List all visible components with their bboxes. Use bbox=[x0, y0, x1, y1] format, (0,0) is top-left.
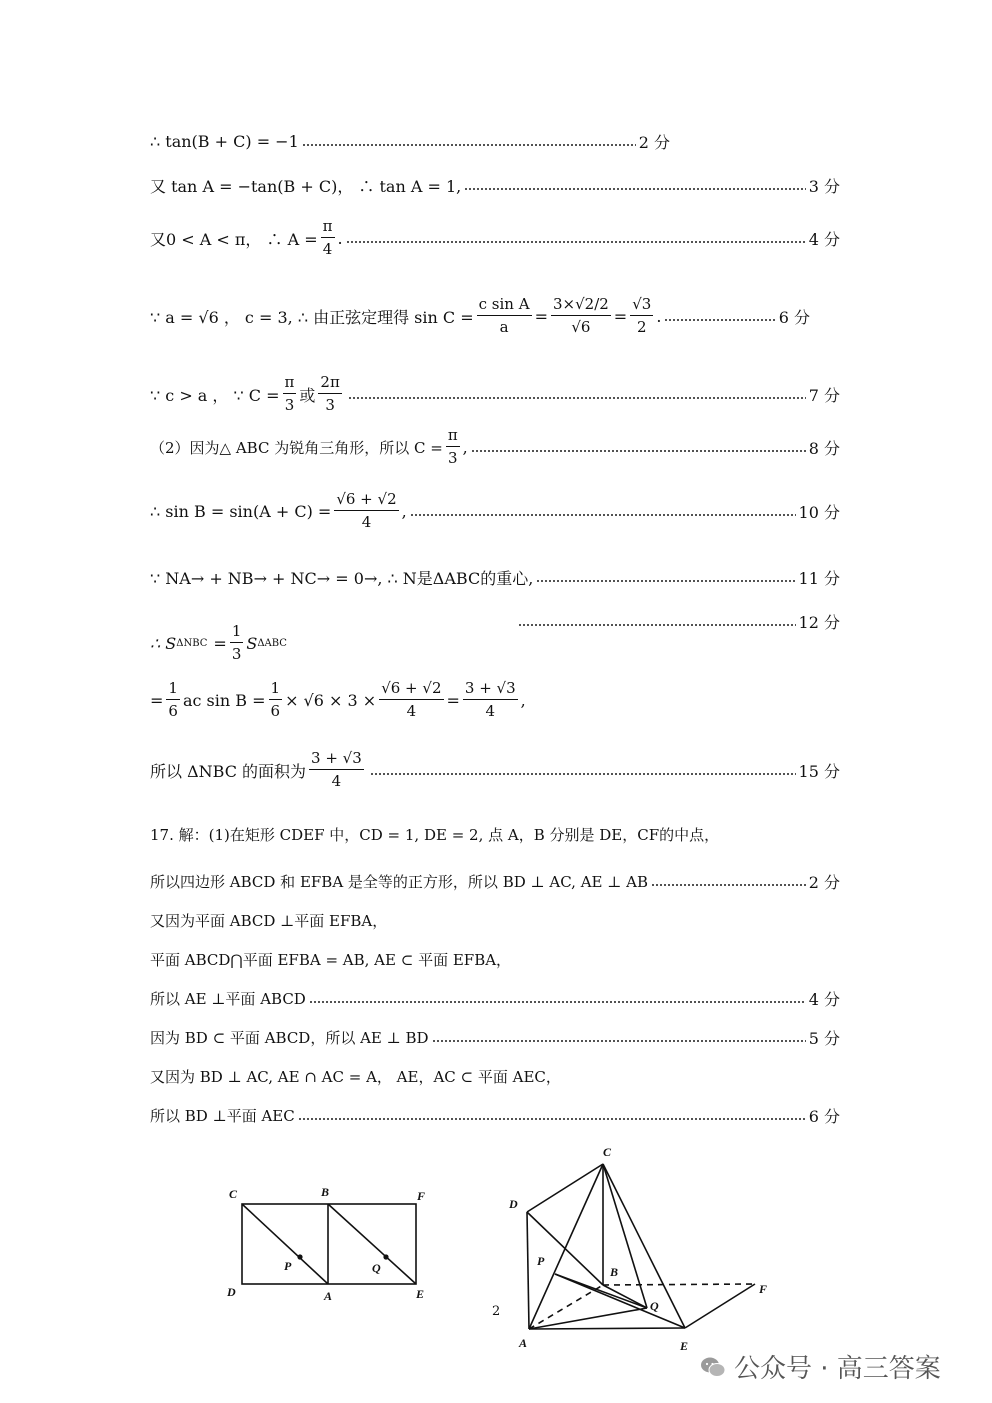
label-c: C bbox=[603, 1145, 612, 1159]
leader-dots bbox=[464, 188, 805, 190]
fraction: $\frac{\pi}{3}$ bbox=[447, 425, 458, 467]
fraction: $\frac{\pi}{4}$ bbox=[322, 216, 333, 258]
solution-line-9 bbox=[515, 610, 840, 632]
fraction: $\frac{1}{6}$ bbox=[270, 678, 281, 720]
label-b: B bbox=[321, 1185, 330, 1199]
score-label: 10 分 bbox=[798, 502, 840, 522]
solution-line-7: ∴ sin B = sin(A + C) = $\frac{√6 + √2}{4}$ , 10 分 bbox=[150, 489, 840, 531]
fraction: $\frac{√6 + √2}{4}$ bbox=[381, 678, 442, 720]
score-label: 4 分 bbox=[808, 229, 840, 249]
line-text: ∵ c > a ， ∵ C = bbox=[150, 385, 280, 405]
line-text: 又因为平面 ABCD ⊥平面 EFBA， bbox=[150, 911, 388, 930]
solution-line-12 bbox=[150, 744, 840, 796]
figure-folded-solid bbox=[500, 1140, 790, 1355]
leader-dots bbox=[302, 144, 636, 146]
line-text: 所以四边形 ABCD 和 EFBA 是全等的正方形，所以 BD ⊥ AC, AE ⊥ AB bbox=[150, 872, 648, 891]
leader-dots bbox=[348, 397, 806, 399]
line-text: 所以 BD ⊥平面 AEC bbox=[150, 1106, 295, 1125]
solution-line-5: ∵ c > a ， ∵ C = $\frac{\pi}{3}$ 或 $\frac{2\pi}{3}$ 7 分 bbox=[150, 372, 840, 414]
score-label: 6 分 bbox=[808, 1106, 840, 1126]
solution-line-4: ∵ a = √6 ， c = 3, ∴ 由正弦定理得 sin C = $\frac{\text{c sin A}}{a}$ = $\frac{3\times√2/2}{√6}$ = $\frac{√3}{2}$ . 6 分 bbox=[150, 294, 810, 336]
score-label: 8 分 bbox=[808, 438, 840, 458]
score-label: 4 分 bbox=[808, 989, 840, 1009]
page-number: 2 bbox=[492, 1304, 501, 1319]
label-q: Q bbox=[650, 1299, 659, 1313]
line-text: ∴ sin B = sin(A + C) = bbox=[150, 501, 332, 521]
line-text: 因为 BD ⊂ 平面 ABCD，所以 AE ⊥ BD bbox=[150, 1028, 429, 1047]
fraction: $\frac{1}{6}$ bbox=[168, 678, 178, 720]
solution-line-11: = $\frac{1}{6}$ ac sin B = $\frac{1}{6}$ × √6 × 3 × $\frac{√6 + √2}{4}$ = $\frac{3 + √3}{4}$ , bbox=[150, 678, 526, 720]
label-e: E bbox=[680, 1339, 689, 1353]
fraction: $\frac{√6 + √2}{4}$ bbox=[336, 489, 397, 531]
line-text: 平面 ABCD⋂平面 EFBA = AB, AE ⊂ 平面 EFBA， bbox=[150, 950, 512, 969]
leader-dots bbox=[651, 884, 806, 886]
solution-line-6: （2）因为△ ABC 为锐角三角形，所以 C = $\frac{\pi}{3}$ , 8 分 bbox=[150, 425, 840, 467]
score-label: 3 分 bbox=[808, 176, 840, 196]
figure-rectangle-cdef bbox=[220, 1180, 435, 1300]
fraction: $\frac{1}{3}$ bbox=[231, 621, 242, 663]
watermark bbox=[700, 1348, 941, 1385]
label-p: P bbox=[284, 1259, 292, 1273]
solution-line-1 bbox=[150, 130, 670, 152]
line-text: 所以 ΔNBC 的面积为 bbox=[150, 761, 307, 781]
label-d: D bbox=[509, 1197, 518, 1211]
line-text: 17. 解：(1)在矩形 CDEF 中，CD = 1, DE = 2, 点 A，B 分别是 DE，CF的中点， bbox=[150, 825, 720, 844]
watermark-text: 公众号 · 高三答案 bbox=[734, 1354, 941, 1384]
fraction: $\frac{√3}{2}$ bbox=[632, 294, 652, 336]
fraction: $\frac{3\times√2/2}{√6}$ bbox=[552, 294, 609, 336]
solution-line-13 bbox=[150, 822, 840, 846]
solution-line-17 bbox=[150, 987, 840, 1009]
leader-dots bbox=[370, 773, 796, 775]
solution-line-8 bbox=[150, 564, 840, 590]
score-label: 6 分 bbox=[778, 307, 810, 327]
line-text: ∵ a = √6 ， c = 3, ∴ 由正弦定理得 sin C = bbox=[150, 307, 474, 327]
label-q: Q bbox=[372, 1261, 381, 1275]
score-label: 2 分 bbox=[638, 132, 670, 152]
solution-line-20 bbox=[150, 1104, 840, 1126]
score-label: 15 分 bbox=[798, 761, 840, 781]
score-label: 7 分 bbox=[808, 385, 840, 405]
leader-dots bbox=[309, 1001, 806, 1003]
leader-dots bbox=[518, 624, 796, 626]
fraction: $\frac{3 + √3}{4}$ bbox=[464, 678, 516, 720]
label-f: F bbox=[417, 1189, 426, 1203]
label-d: D bbox=[227, 1285, 236, 1299]
leader-dots bbox=[432, 1040, 806, 1042]
line-text: 所以 AE ⊥平面 ABCD bbox=[150, 989, 306, 1008]
solution-line-3: 又0 < A < π， ∴ A = $\frac{\pi}{4}$ . 4 分 bbox=[150, 216, 840, 258]
leader-dots bbox=[410, 514, 796, 516]
score-label: 11 分 bbox=[798, 568, 840, 588]
line-text: （2）因为△ ABC 为锐角三角形，所以 C = bbox=[150, 438, 443, 457]
label-f: F bbox=[759, 1282, 768, 1296]
score-label: 5 分 bbox=[808, 1028, 840, 1048]
leader-dots bbox=[664, 319, 775, 321]
label-b: B bbox=[610, 1265, 619, 1279]
leader-dots bbox=[536, 580, 795, 582]
score-label: 12 分 bbox=[798, 612, 840, 632]
label-a: A bbox=[324, 1289, 333, 1300]
label-p: P bbox=[537, 1254, 545, 1268]
fraction: $\frac{2\pi}{3}$ bbox=[320, 372, 340, 414]
leader-dots bbox=[298, 1118, 806, 1120]
score-label: 2 分 bbox=[808, 872, 840, 892]
line-text: 又0 < A < π， ∴ A = bbox=[150, 229, 318, 249]
leader-dots bbox=[471, 450, 806, 452]
leader-dots bbox=[346, 241, 806, 243]
line-text: 又因为 BD ⊥ AC, AE ∩ AC = A， AE，AC ⊂ 平面 AEC， bbox=[150, 1067, 561, 1086]
line-text: ∵ NA→ + NB→ + NC→ = 0→, ∴ N是ΔABC的重心, bbox=[150, 568, 534, 588]
solution-line-19 bbox=[150, 1065, 840, 1087]
label-e: E bbox=[416, 1287, 425, 1300]
solution-line-14 bbox=[150, 870, 840, 892]
line-text: ∴ tan(B + C) = −1 bbox=[150, 131, 299, 151]
label-a: A bbox=[519, 1336, 528, 1350]
fraction: $\frac{\text{c sin A}}{a}$ bbox=[478, 294, 530, 336]
fraction: $\frac{3 + √3}{4}$ bbox=[311, 748, 362, 790]
solution-line-18 bbox=[150, 1026, 840, 1048]
solution-line-2 bbox=[150, 174, 840, 196]
fraction: $\frac{\pi}{3}$ bbox=[284, 372, 295, 414]
label-c: C bbox=[229, 1187, 238, 1201]
solution-line-15 bbox=[150, 909, 840, 931]
solution-line-16 bbox=[150, 948, 840, 970]
wechat-icon bbox=[700, 1356, 726, 1378]
line-text: 又 tan A = −tan(B + C)， ∴ tan A = 1, bbox=[150, 176, 462, 196]
solution-line-10: ∴ S ΔNBC = $\frac{1}{3}$ S ΔABC bbox=[150, 621, 287, 663]
